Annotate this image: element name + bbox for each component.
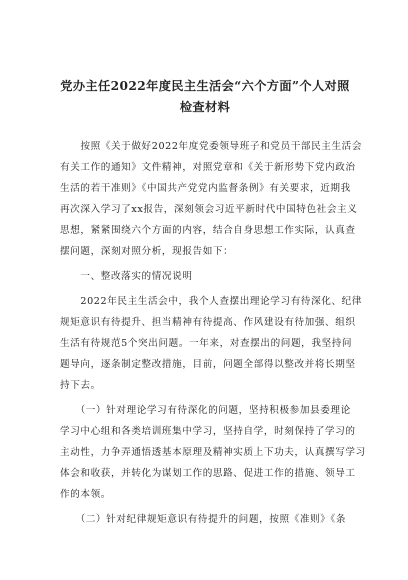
- paragraph-line: 2022年民主生活会中，我个人查摆出理论学习有待深化、纪律: [60, 296, 363, 307]
- paragraph-line: 规矩意识有待提升、担当精神有待提高、作风建设有待加强、组织: [60, 317, 356, 328]
- paragraph-line: 主动性，力争弄通悟透基本原理及精神实质上下功夫，认真撰写学习: [60, 447, 366, 458]
- paragraph-line: 思想，紧紧围绕六个方面的内容，结合自身思想工作实际，认真查: [60, 225, 356, 236]
- paragraph-line: 生活的若干准则》《中国共产党党内监督条例》有关要求，近期我: [60, 183, 351, 194]
- paragraph-line: 学习中心组和各类培训班集中学习，坚持自学，时刻保持了学习的: [60, 426, 356, 437]
- paragraph-line: （一）针对理论学习有待深化的问题，坚持积极参加县委理论: [60, 405, 351, 416]
- intro-paragraph: [60, 136, 363, 262]
- item-one-paragraph: [60, 400, 366, 505]
- paragraph-line: 持下去。: [60, 380, 101, 391]
- item-two-paragraph: [60, 509, 350, 530]
- paragraph-line: 作的本领。: [60, 489, 111, 500]
- title-line-2: 检查材料: [179, 100, 231, 114]
- section-heading: [60, 266, 350, 287]
- summary-paragraph: [60, 291, 363, 396]
- paragraph-line: 有关工作的通知》文件精神，对照党章和《关于新形势下党内政治: [60, 162, 356, 173]
- paragraph-line: 再次深入学习了xx报告，深刻领会习近平新时代中国特色社会主义: [60, 204, 358, 215]
- paragraph-line: （二）针对纪律规矩意识有待提升的问题，按照《准则》《条: [60, 514, 347, 525]
- paragraph-line: 体会和收获，并转化为谋划工作的思路、促进工作的措施、领导工: [60, 468, 356, 479]
- paragraph-line: 生活有待规范5个突出问题。一年来，对查摆出的问题，我坚持问: [60, 338, 353, 349]
- paragraph-line: 摆问题，深刻对照分析，现报告如下：: [60, 246, 234, 257]
- heading-line: 一、整改落实的情况说明: [60, 271, 193, 282]
- paragraph-line: 题导向，逐条制定整改措施，目前，问题全部得以整改并将长期坚: [60, 359, 356, 370]
- title-line-1: 党办主任2022年度民主生活会“六个方面”个人对照: [60, 79, 350, 93]
- paragraph-line: 按照《关于做好2022年度党委领导班子和党员干部民主生活会: [60, 141, 363, 152]
- document-title: [60, 76, 350, 118]
